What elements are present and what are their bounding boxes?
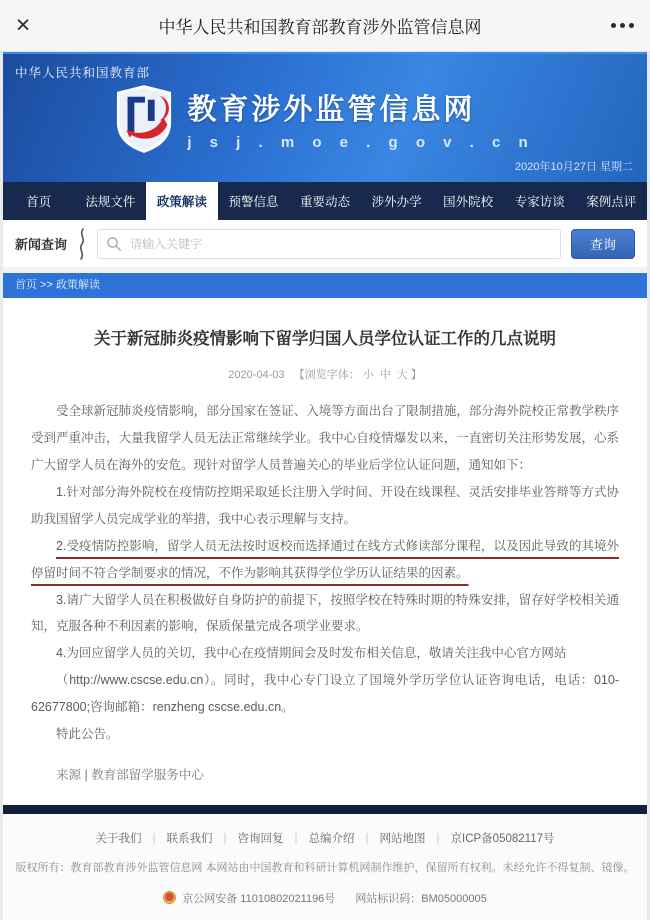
separator: | xyxy=(436,832,440,845)
security-badge-text: 京公网安备 11010802021196号 xyxy=(182,892,336,905)
article-paragraph: 受全球新冠肺炎疫情影响，部分国家在签证、入境等方面出台了限制措施，部分海外院校正常教学秩序受到严重冲击，大量我留学人员无法正常继续学业。我中心自疫情爆发以来，一直密切关注形势发展，心系广大留学人员在海外的安危。现针对留学人员普遍关心的毕业后学位认证问题，通知如下： xyxy=(31,404,619,473)
nav-item[interactable]: 首页 xyxy=(26,195,52,209)
article-paragraph: （http://www.cscse.edu.cn）。同时，我中心专门设立了国境外学历学位认证咨询电话，电话：010-62677800;咨询邮箱：renzheng cscse.edu.cn。 xyxy=(31,673,619,715)
footer-link[interactable]: 联系我们 xyxy=(166,832,213,845)
article-paragraph: 4.为回应留学人员的关切，我中心在疫情期间会及时发布相关信息，敬请关注我中心官方网站 xyxy=(56,646,567,661)
nav-item[interactable]: 预警信息 xyxy=(228,195,279,209)
separator: | xyxy=(223,832,227,845)
icp-number: 京ICP备05082117号 xyxy=(450,832,555,845)
footer xyxy=(3,814,647,920)
site-logo-icon xyxy=(115,84,173,154)
footer-link[interactable]: 关于我们 xyxy=(95,832,142,845)
article-paragraph: 3.请广大留学人员在积极做好自身防护的前提下，按照学校在特殊时期的特殊安排，留存好学校相关通知，克服各种不利因素的影响，保质保量完成各项学业要求。 xyxy=(31,592,619,634)
article-title: 关于新冠肺炎疫情影响下留学归国人员学位认证工作的几点说明 xyxy=(94,330,556,348)
font-size-suffix: 】 xyxy=(410,369,422,382)
footer-link[interactable]: 咨询回复 xyxy=(237,832,284,845)
nav-item[interactable]: 法规文件 xyxy=(85,195,136,209)
separator: | xyxy=(152,832,156,845)
search-icon xyxy=(106,236,122,252)
news-search-bar xyxy=(3,220,647,267)
more-menu-icon[interactable] xyxy=(594,23,650,28)
font-size-option[interactable]: 大 xyxy=(396,369,408,382)
main-nav xyxy=(3,182,647,220)
font-size-option[interactable]: 中 xyxy=(379,369,391,382)
search-label: 新闻查询 xyxy=(15,237,68,252)
article-body xyxy=(31,398,619,788)
breadcrumb[interactable]: 首页 >> 政策解读 xyxy=(3,273,647,298)
font-size-controls xyxy=(360,369,411,381)
site-url: j s j . m o e . g o v . c n xyxy=(187,134,535,151)
separator: | xyxy=(294,832,298,845)
font-size-option[interactable]: 小 xyxy=(362,369,374,382)
browser-titlebar xyxy=(0,0,650,52)
article-date: 2020-04-03 xyxy=(228,369,285,382)
separator: | xyxy=(365,832,369,845)
nav-item[interactable]: 重要动态 xyxy=(300,195,351,209)
site-name: 教育涉外监管信息网 xyxy=(187,94,476,126)
article-paragraph: 特此公告。 xyxy=(56,726,119,741)
site-banner xyxy=(3,52,647,182)
police-badge-icon xyxy=(163,891,176,904)
site-code: 网站标识码：BM05000005 xyxy=(355,892,487,905)
nav-item[interactable]: 国外院校 xyxy=(443,195,494,209)
article-paragraph: 1.针对部分海外院校在疫情防控期采取延长注册入学时间、开设在线课程、灵活安排毕业答辩等方式协助我国留学人员完成学业的举措，我中心表示理解与支持。 xyxy=(31,485,619,526)
footer-top-bar xyxy=(3,805,647,814)
close-icon[interactable]: × xyxy=(15,11,31,39)
footer-copyright: 版权所有：教育部教育涉外监管信息网 本网站由中国教育和科研计算机网制作维护，保留所有权利。未经允许不得复制、镜像。 xyxy=(15,861,635,874)
footer-link[interactable]: 总编介绍 xyxy=(308,832,355,845)
search-button[interactable]: 查询 xyxy=(571,229,635,259)
nav-item[interactable]: 专家访谈 xyxy=(514,195,565,209)
nav-item[interactable]: 案例点评 xyxy=(586,195,637,209)
nav-item[interactable]: 涉外办学 xyxy=(371,195,422,209)
article xyxy=(3,298,647,805)
footer-links xyxy=(13,830,637,846)
font-size-prefix: 【浏览字体： xyxy=(293,369,360,382)
footer-link[interactable]: 网站地图 xyxy=(379,832,426,845)
nav-item[interactable]: 政策解读 xyxy=(146,182,218,220)
divider-squiggle-icon xyxy=(77,228,87,260)
banner-date: 2020年10月27日 星期二 xyxy=(515,161,633,173)
search-input[interactable] xyxy=(97,229,561,259)
page-title: 中华人民共和国教育部教育涉外监管信息网 xyxy=(158,18,482,37)
article-meta xyxy=(31,366,619,382)
article-source: 来源 | 教育部留学服务中心 xyxy=(56,767,204,782)
ministry-label: 中华人民共和国教育部 xyxy=(15,66,151,80)
footer-badges xyxy=(13,890,637,906)
article-paragraph: 2.受疫情防控影响，留学人员无法按时返校而选择通过在线方式修读部分课程，以及因此导致的其境外停留时间不符合学制要求的情况，不作为影响其获得学位学历认证结果的因素。 xyxy=(31,538,619,580)
